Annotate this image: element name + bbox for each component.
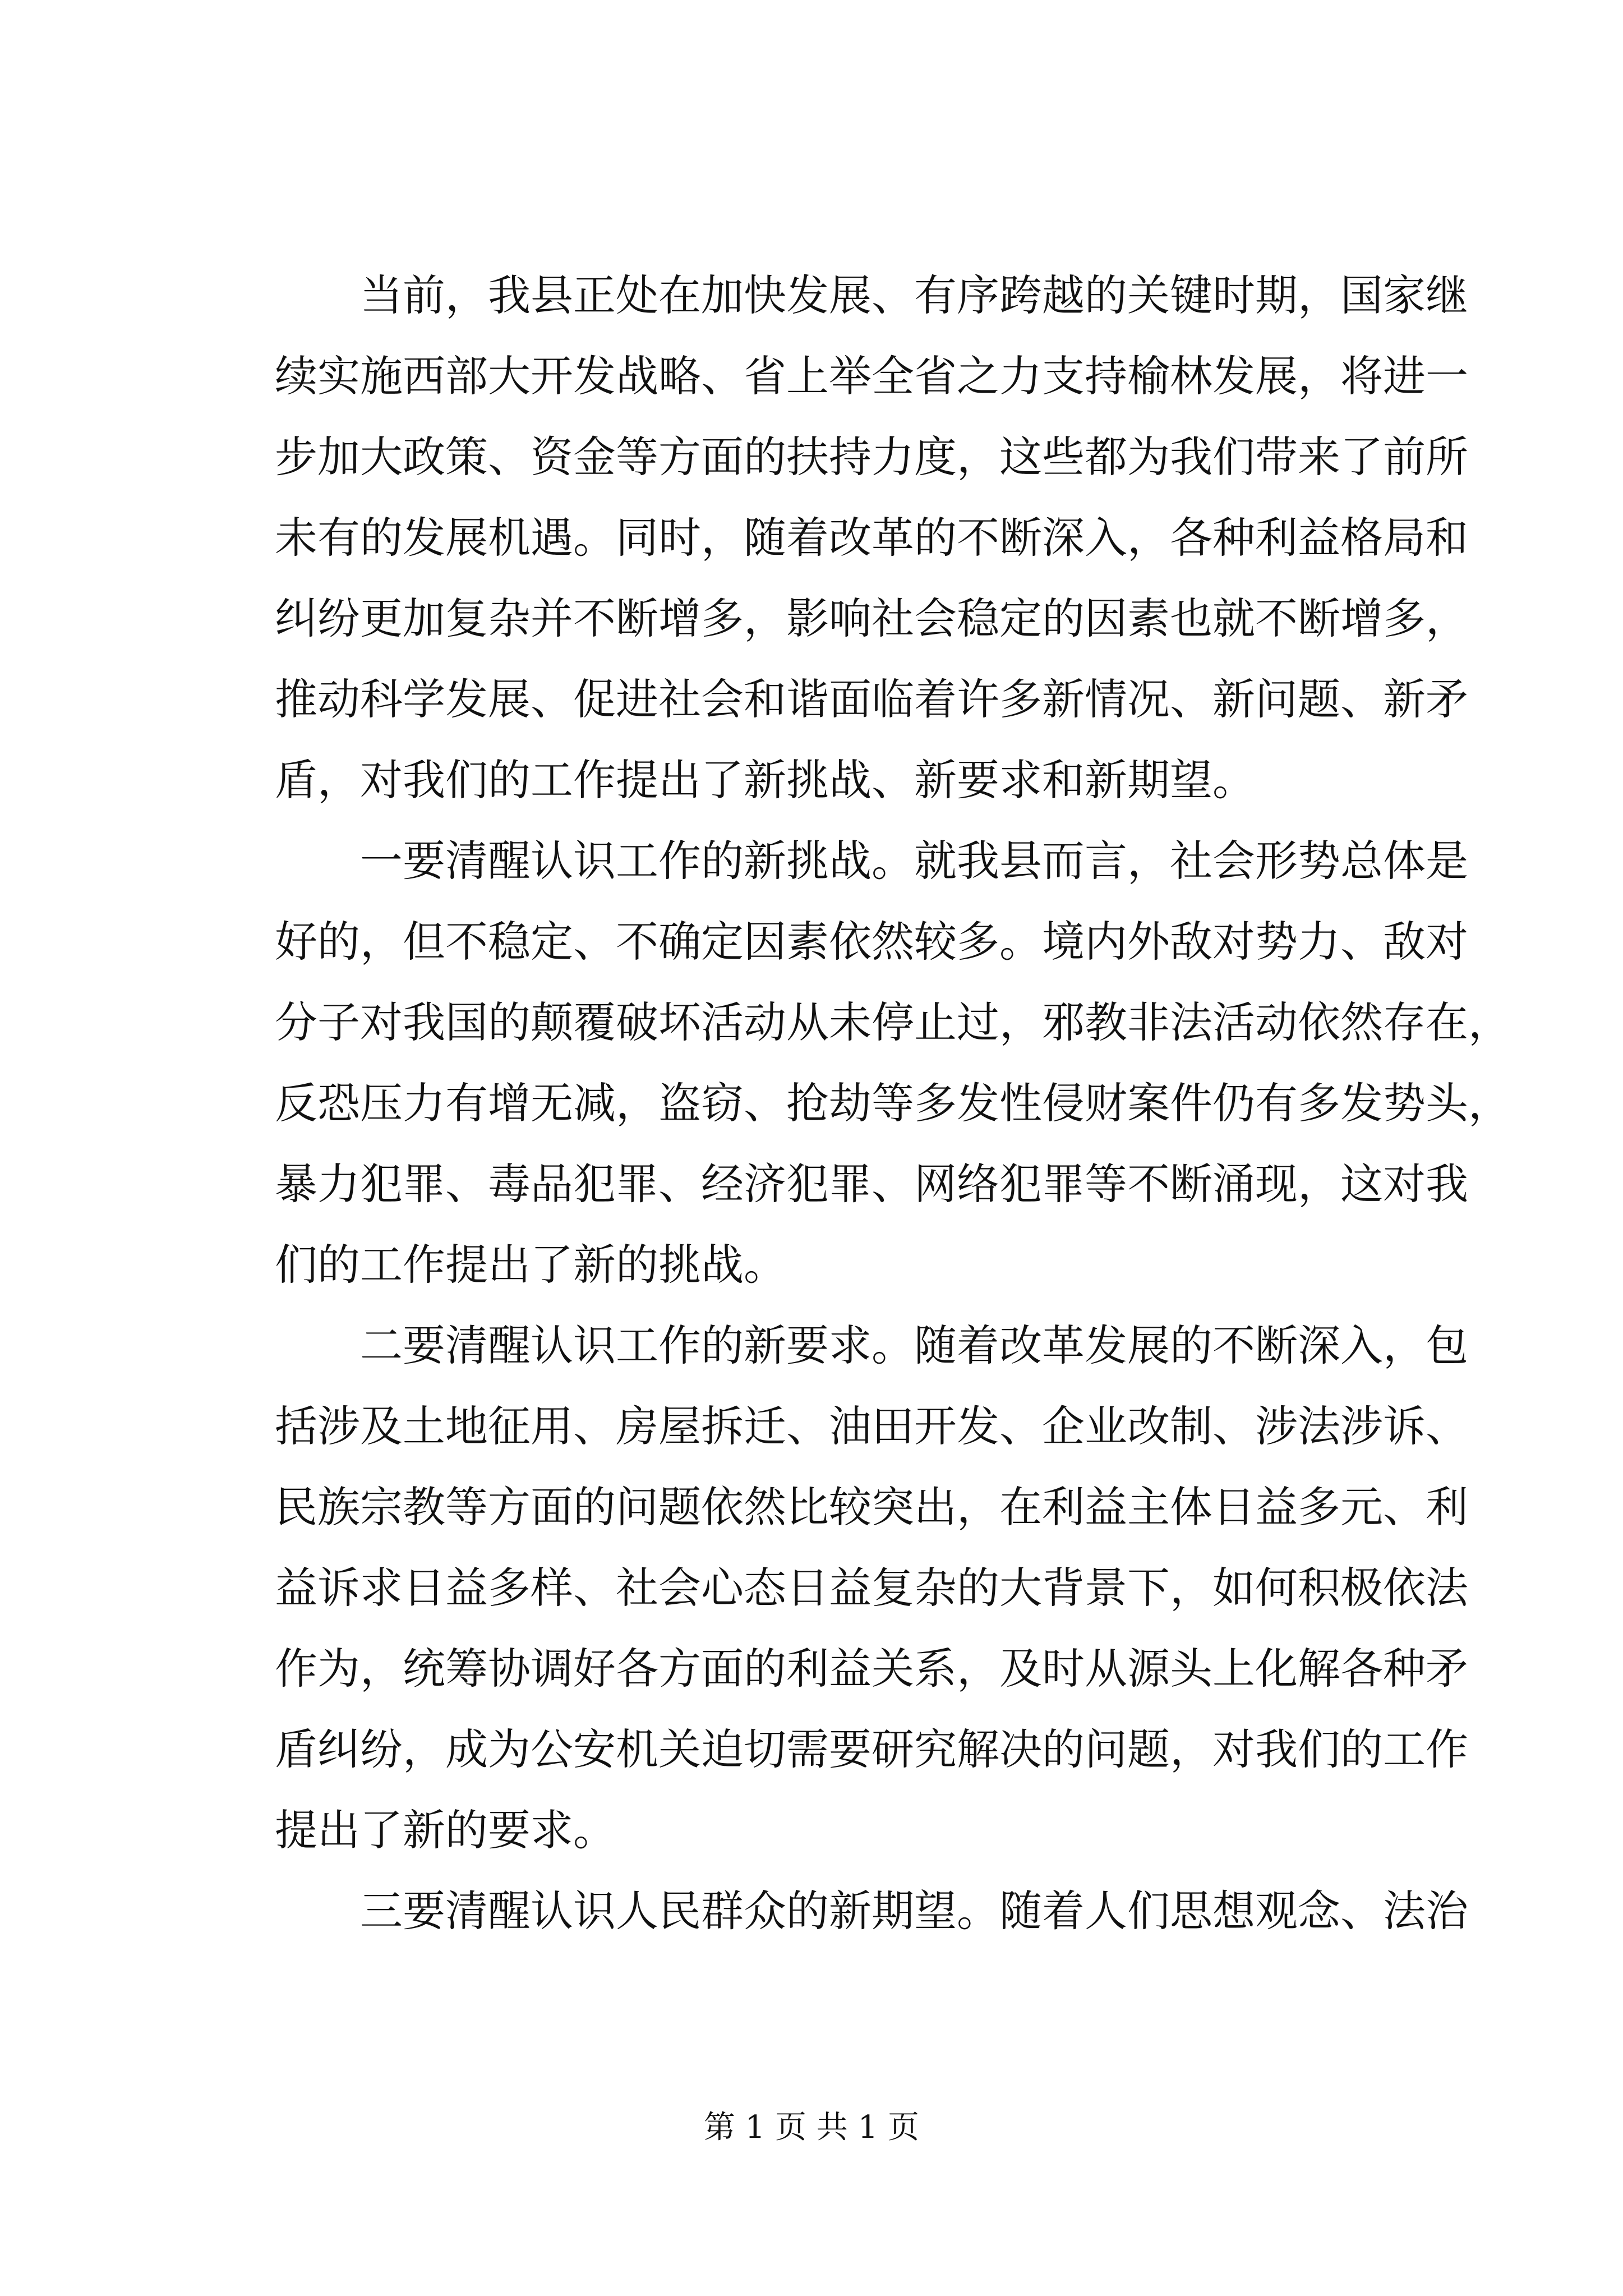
text-line: 三要清醒认识人民群众的新期望。随着人们思想观念、法治 bbox=[360, 1886, 1468, 1936]
text-line: 作为，统筹协调好各方面的利益关系，及时从源头上化解各种矛 bbox=[275, 1644, 1468, 1694]
text-line: 二要清醒认识工作的新要求。随着改革发展的不断深入，包 bbox=[360, 1320, 1468, 1370]
text-line: 益诉求日益多样、社会心态日益复杂的大背景下，如何积极依法 bbox=[275, 1563, 1468, 1613]
text-line: 盾纠纷，成为公安机关迫切需要研究解决的问题，对我们的工作 bbox=[275, 1724, 1468, 1774]
text-line: 民族宗教等方面的问题依然比较突出，在利益主体日益多元、利 bbox=[275, 1482, 1468, 1532]
page-footer bbox=[0, 2108, 1623, 2147]
text-line: 盾，对我们的工作提出了新挑战、新要求和新期望。 bbox=[275, 755, 1255, 805]
paragraph-3 bbox=[275, 1305, 1468, 1871]
text-line: 纠纷更加复杂并不断增多，影响社会稳定的因素也就不断增多， bbox=[275, 593, 1468, 643]
text-line: 一要清醒认识工作的新挑战。就我县而言，社会形势总体是 bbox=[360, 836, 1468, 886]
text-line: 括涉及土地征用、房屋拆迁、油田开发、企业改制、涉法涉诉、 bbox=[275, 1401, 1468, 1451]
text-line: 续实施西部大开发战略、省上举全省之力支持榆林发展，将进一 bbox=[275, 351, 1468, 401]
paragraph-2 bbox=[275, 821, 1511, 1305]
text-line: 好的，但不稳定、不确定因素依然较多。境内外敌对势力、敌对 bbox=[275, 917, 1468, 967]
paragraph-4 bbox=[275, 1871, 1468, 1952]
text-line: 推动科学发展、促进社会和谐面临着许多新情况、新问题、新矛 bbox=[275, 674, 1468, 724]
text-line: 分子对我国的颠覆破坏活动从未停止过，邪教非法活动依然存在， bbox=[275, 997, 1511, 1047]
text-line: 未有的发展机遇。同时，随着改革的不断深入，各种利益格局和 bbox=[275, 513, 1468, 563]
page-number-label: 第 1 页 共 1 页 bbox=[703, 2109, 920, 2146]
paragraph-1 bbox=[275, 255, 1468, 821]
text-line: 提出了新的要求。 bbox=[275, 1805, 616, 1855]
document-body bbox=[275, 255, 1511, 1952]
text-line: 步加大政策、资金等方面的扶持力度，这些都为我们带来了前所 bbox=[275, 432, 1468, 482]
text-line: 反恐压力有增无减，盗窃、抢劫等多发性侵财案件仍有多发势头， bbox=[275, 1078, 1511, 1128]
text-line: 暴力犯罪、毒品犯罪、经济犯罪、网络犯罪等不断涌现，这对我 bbox=[275, 1159, 1468, 1209]
text-line: 们的工作提出了新的挑战。 bbox=[275, 1240, 786, 1290]
text-line: 当前，我县正处在加快发展、有序跨越的关键时期，国家继 bbox=[360, 270, 1468, 320]
